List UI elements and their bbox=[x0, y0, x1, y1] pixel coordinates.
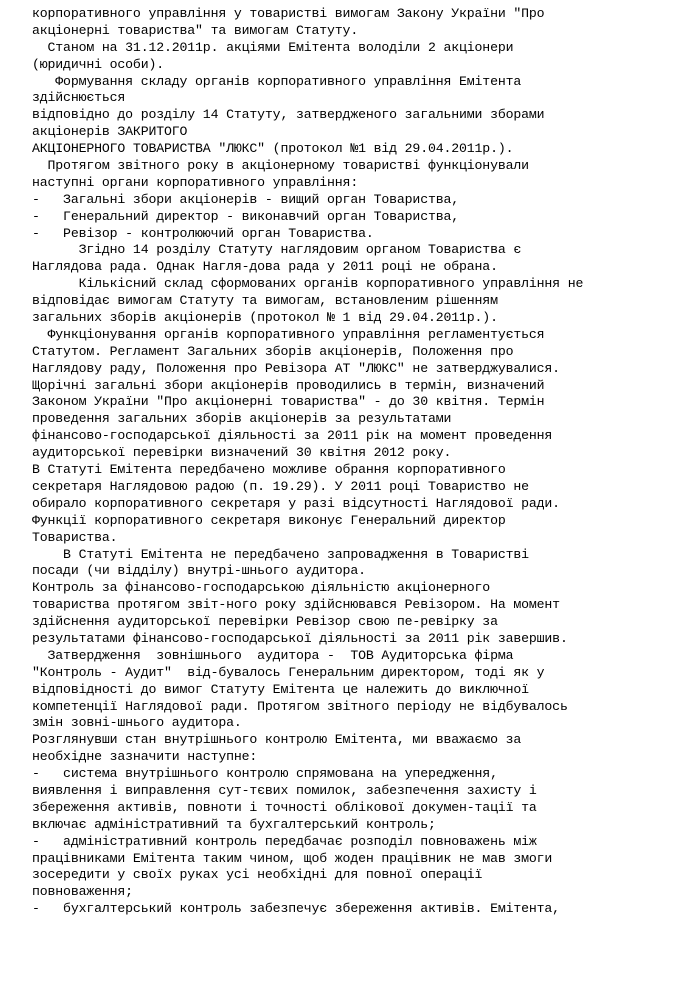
text-line: (юридичні особи). bbox=[32, 56, 164, 72]
text-line: відповідає вимогам Статуту та вимогам, встановленим рішенням bbox=[32, 293, 498, 309]
text-line: Контроль за фінансово-господарською діяльністю акціонерного bbox=[32, 580, 491, 596]
text-line: акціонерів ЗАКРИТОГО bbox=[32, 124, 188, 140]
text-line: необхідне зазначити наступне: bbox=[32, 749, 258, 765]
text-line: Розглянувши стан внутрішнього контролю Емітента, ми вважаємо за bbox=[32, 732, 522, 748]
text-line: Щорічні загальні збори акціонерів проводились в термін, визначений bbox=[32, 377, 545, 393]
text-line: проведення загальних зборів акціонерів за результатами bbox=[32, 411, 452, 427]
text-line: виявлення і виправлення сут-тєвих помилок, забезпечення захисту і bbox=[32, 782, 537, 798]
text-line: аудиторської перевірки визначений 30 квітня 2012 року. bbox=[32, 445, 452, 461]
text-line: Станом на 31.12.2011р. акціями Емітента володіли 2 акціонери bbox=[32, 39, 514, 55]
text-line: - Генеральний директор - виконавчий орган Товариства, bbox=[32, 208, 460, 224]
text-line: - адміністративний контроль передбачає розподіл повноважень між bbox=[32, 833, 537, 849]
text-line: Законом України "Про акціонерні товариства" - до 30 квітня. Термін bbox=[32, 394, 545, 410]
text-line: Кількісний склад сформованих органів корпоративного управління не bbox=[32, 276, 584, 292]
text-line: включає адміністративний та бухгалтерський контроль; bbox=[32, 816, 436, 832]
text-line: Функції корпоративного секретаря виконує Генеральний директор bbox=[32, 512, 506, 528]
text-line: наступні органи корпоративного управління: bbox=[32, 174, 359, 190]
text-line: фінансово-господарської діяльності за 2011 рік на момент проведення bbox=[32, 428, 553, 444]
text-line: збереження активів, повноти і точності облікової докумен-тації та bbox=[32, 799, 537, 815]
text-line: Наглядова рада. Однак Нагля-дова рада у 2011 році не обрана. bbox=[32, 259, 498, 275]
text-line: В Статуті Емітента не передбачено запровадження в Товаристві bbox=[32, 546, 529, 562]
text-line: Статутом. Регламент Загальних зборів акціонерів, Положення про bbox=[32, 343, 514, 359]
text-line: В Статуті Емітента передбачено можливе обрання корпоративного bbox=[32, 462, 506, 478]
text-line: Протягом звітного року в акціонерному товаристві функціонували bbox=[32, 158, 529, 174]
text-line: корпоративного управління у товаристві вимогам Закону України "Про bbox=[32, 6, 545, 21]
text-line: Формування складу органів корпоративного управління Емітента bbox=[32, 73, 522, 89]
text-line: результатами фінансово-господарської діяльності за 2011 рік завершив. bbox=[32, 630, 568, 646]
text-line: товариства протягом звіт-ного року здійснювався Ревізором. На момент bbox=[32, 597, 560, 613]
text-line: - бухгалтерський контроль забезпечує збереження активів. Емітента, bbox=[32, 901, 560, 917]
text-line: Наглядову раду, Положення про Ревізора АТ "ЛЮКС" не затверджувалися. bbox=[32, 360, 560, 376]
text-line: Товариства. bbox=[32, 529, 118, 545]
text-line: змін зовні-шнього аудитора. bbox=[32, 715, 242, 731]
text-line: повноваження; bbox=[32, 884, 133, 900]
text-line: - Ревізор - контролюючий орган Товариства. bbox=[32, 225, 374, 241]
text-line: секретаря Наглядовою радою (п. 19.29). У 2011 році Товариство не bbox=[32, 478, 529, 494]
text-line: - Загальні збори акціонерів - вищий орган Товариства, bbox=[32, 191, 460, 207]
text-line: відповідності до вимог Статуту Емітента це належить до виключної bbox=[32, 681, 529, 697]
text-line: - система внутрішнього контролю спрямована на упередження, bbox=[32, 766, 498, 782]
document-body bbox=[32, 6, 682, 918]
text-line: обирало корпоративного секретаря у разі відсутності Наглядової ради. bbox=[32, 495, 560, 511]
text-line: компетенції Наглядової ради. Протягом звітного періоду не відбувалось bbox=[32, 698, 568, 714]
text-line: Затвердження зовнішнього аудитора - ТОВ Аудиторська фірма bbox=[32, 647, 514, 663]
text-line: посади (чи відділу) внутрі-шнього аудитора. bbox=[32, 563, 366, 579]
text-line: відповідно до розділу 14 Статуту, затвердженого загальними зборами bbox=[32, 107, 545, 123]
text-line: АКЦІОНЕРНОГО ТОВАРИСТВА "ЛЮКС" (протокол №1 від 29.04.2011р.). bbox=[32, 141, 514, 157]
text-line: зосередити у своїх руках усі необхідні для повної операції bbox=[32, 867, 483, 883]
text-line: Згідно 14 розділу Статуту наглядовим органом Товариства є bbox=[32, 242, 522, 258]
text-line: здійснюється bbox=[32, 90, 126, 106]
text-line: загальних зборів акціонерів (протокол № 1 від 29.04.2011р.). bbox=[32, 310, 498, 326]
text-line: Функціонування органів корпоративного управління регламентується bbox=[32, 326, 545, 342]
text-line: здійснення аудиторської перевірки Ревізор свою пе-ревірку за bbox=[32, 614, 498, 630]
text-line: працівниками Емітента таким чином, щоб жоден працівник не мав змоги bbox=[32, 850, 553, 866]
text-line: акціонерні товариства" та вимогам Статуту. bbox=[32, 22, 359, 38]
text-line: "Контроль - Аудит" від-бувалось Генеральним директором, тоді як у bbox=[32, 664, 545, 680]
